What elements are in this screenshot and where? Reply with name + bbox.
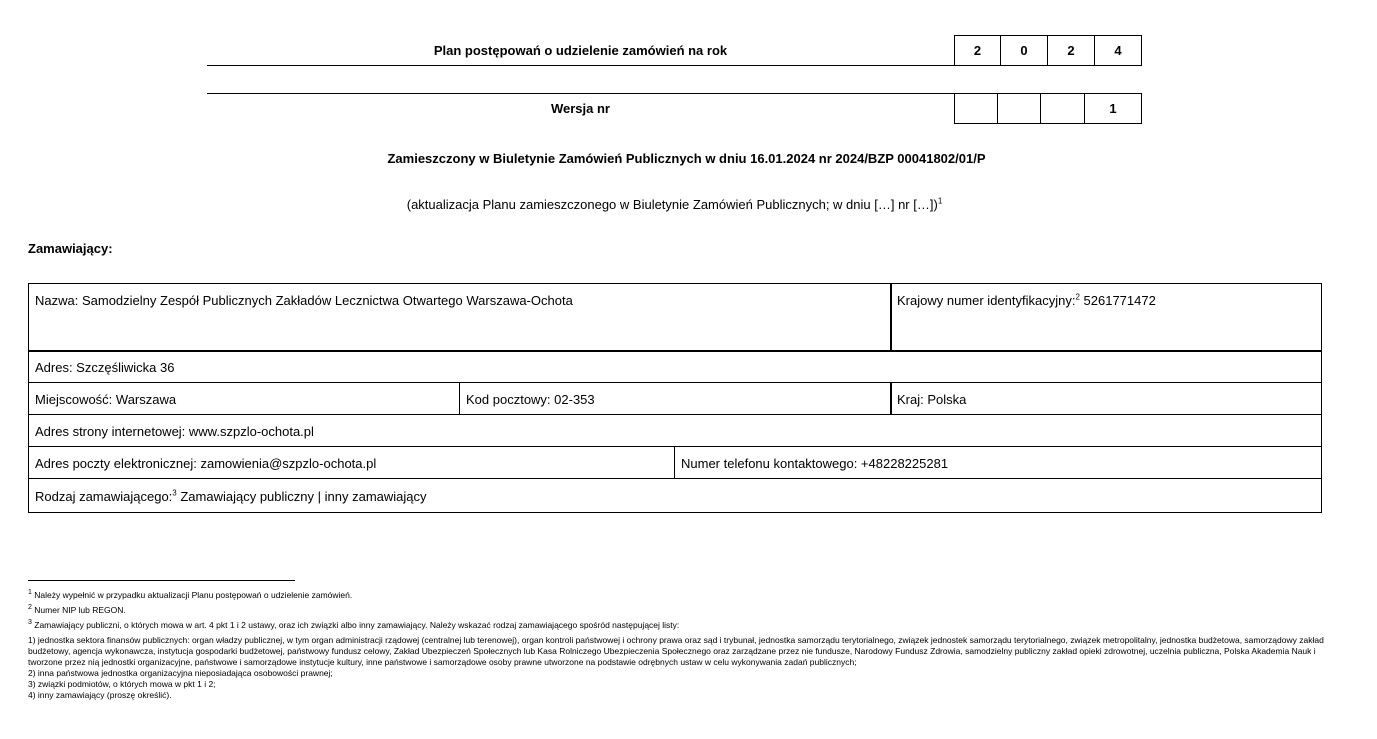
- version-digit-1: [954, 93, 998, 124]
- year-digit-4: 4: [1094, 35, 1142, 66]
- city-cell: [28, 382, 460, 415]
- footnote-list-item: 2) inna państwowa jednostka organizacyjna nieposiadająca osobowości prawnej;: [28, 668, 333, 678]
- type-label: Rodzaj zamawiającego:: [35, 489, 173, 504]
- footnote-1-mark: 1: [28, 589, 32, 597]
- email-text: Adres poczty elektronicznej: zamowienia@szpzlo-ochota.pl: [35, 456, 377, 471]
- id-cell: [890, 283, 1322, 352]
- footnote-separator: [28, 580, 295, 581]
- version-digit-2: [997, 93, 1041, 124]
- footnote-3-mark: 3: [28, 619, 32, 627]
- postal-text: Kod pocztowy: 02-353: [466, 392, 595, 407]
- type-cell: [28, 478, 1322, 513]
- footnote-2-mark: 2: [28, 604, 32, 612]
- footnote-3: [28, 620, 1328, 631]
- postal-cell: [459, 382, 892, 415]
- type-value: Zamawiający publiczny | inny zamawiający: [176, 489, 427, 504]
- title-underline: [207, 65, 954, 66]
- footnotes: [28, 590, 1328, 701]
- footnote-ref-2: 2: [1075, 292, 1080, 302]
- version-label: Wersja nr: [550, 101, 610, 116]
- published-line: Zamieszczony w Biuletynie Zamówień Publicznych w dniu 16.01.2024 nr 2024/BZP 00041802/01/P: [387, 151, 986, 166]
- phone-cell: [674, 446, 1322, 479]
- footnote-1: [28, 590, 1328, 601]
- email-cell: [28, 446, 675, 479]
- update-line-text: (aktualizacja Planu zamieszczonego w Biuletynie Zamówień Publicznych; w dniu […] nr […]): [406, 197, 938, 212]
- year-digit-3: 2: [1047, 35, 1095, 66]
- year-digit-2: 0: [1000, 35, 1048, 66]
- country-cell: [890, 382, 1322, 415]
- footnote-2: [28, 605, 1328, 616]
- version-digit-4: 1: [1084, 93, 1142, 124]
- address-text: Adres: Szczęśliwicka 36: [35, 360, 175, 375]
- address-cell: [28, 350, 1322, 383]
- website-cell: [28, 414, 1322, 447]
- website-text: Adres strony internetowej: www.szpzlo-ochota.pl: [35, 424, 314, 439]
- footnote-3-text: Zamawiający publiczni, o których mowa w art. 4 pkt 1 i 2 ustawy, oraz ich związki albo inny zamawiający. Należy wskazać rodzaj zamawiającego spośród następującej listy:: [31, 620, 680, 630]
- section-label: Zamawiający:: [28, 241, 113, 256]
- update-line: [0, 197, 1363, 212]
- year-digit-1: 2: [954, 35, 1001, 66]
- phone-text: Numer telefonu kontaktowego: +48228225281: [681, 456, 949, 471]
- version-digit-3: [1040, 93, 1085, 124]
- footnote-ref-3: 3: [172, 488, 177, 498]
- footnote-1-text: Należy wypełnić w przypadku aktualizacji Planu postępowań o udzielenie zamówień.: [31, 590, 353, 600]
- city-text: Miejscowość: Warszawa: [35, 392, 177, 407]
- footnote-list-item: 1) jednostka sektora finansów publicznych: organ władzy publicznej, w tym organ administracji rządowej (centralnej lub terenowej), organ kontroli państwowej i ochrony prawa oraz sąd i trybunał, jednostka samorządu terytorialnego, związek jednostek samorządu terytorialnego, związek metropolitalny, jednostka budżetowa, samorządowy zakład budżetowy, agencja wykonawcza, instytucja gospodarki budżetowej, państwowy fundusz celowy, Zakład Ubezpieczeń Społecznych lub Kasa Rolniczego Ubezpieczenia Społecznego oraz zarządzane przez nie fundusze, Narodowy Fundusz Zdrowia, samodzielny publiczny zakład opieki zdrowotnej, uczelnia publiczna, Polska Akademia Nauk i tworzone przez nią jednostki organizacyjne, państwowe i samorządowe instytucje kultury, inne państwowe i samorządowe osoby prawne utworzone na podstawie odrębnych ustaw w celu wykonywania zadań publicznych;: [28, 635, 1324, 667]
- plan-title: Plan postępowań o udzielenie zamówień na rok: [433, 43, 728, 58]
- footnote-2-text: Numer NIP lub REGON.: [31, 605, 126, 615]
- footnote-list-item: 4) inny zamawiający (proszę określić).: [28, 690, 172, 700]
- country-text: Kraj: Polska: [897, 392, 967, 407]
- name-text: Nazwa: Samodzielny Zespół Publicznych Zakładów Lecznictwa Otwartego Warszawa-Ochota: [35, 293, 573, 308]
- id-label: Krajowy numer identyfikacyjny:: [897, 293, 1076, 308]
- id-value: 5261771472: [1079, 293, 1156, 308]
- name-cell: [28, 283, 892, 352]
- footnote-ref-1: 1: [937, 196, 943, 206]
- footnote-list-item: 3) związki podmiotów, o których mowa w pkt 1 i 2;: [28, 679, 216, 689]
